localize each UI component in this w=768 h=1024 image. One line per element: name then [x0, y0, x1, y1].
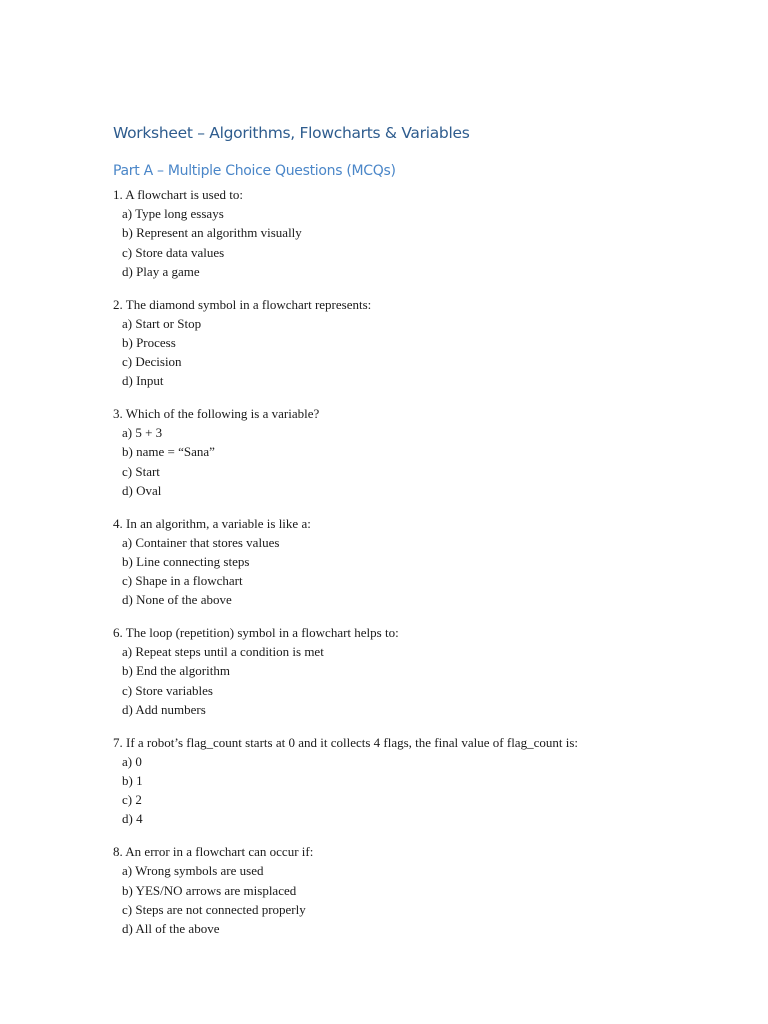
question-4: [113, 514, 733, 610]
option-c: c) Start: [122, 463, 160, 479]
option-b: b) 1: [122, 772, 143, 788]
question-7: [113, 733, 733, 829]
question-text: 7. If a robot’s flag_count starts at 0 and it collects 4 flags, the final value of flag_count is:: [113, 734, 578, 750]
question-2: [113, 295, 733, 391]
option-b: b) Process: [122, 334, 176, 350]
option-d: d) 4: [122, 811, 143, 827]
question-text: 1. A flowchart is used to:: [113, 187, 243, 202]
option-c: c) Decision: [122, 354, 182, 370]
option-a: a) Type long essays: [122, 206, 224, 222]
option-b: b) YES/NO arrows are misplaced: [122, 882, 297, 898]
question-text: 4. In an algorithm, a variable is like a:: [113, 515, 311, 531]
option-a: a) Wrong symbols are used: [122, 863, 264, 879]
option-c: c) 2: [122, 792, 142, 808]
option-b: b) name = “Sana”: [122, 444, 215, 460]
option-d: d) None of the above: [122, 592, 232, 608]
question-text: 2. The diamond symbol in a flowchart represents:: [113, 296, 372, 312]
option-a: a) Container that stores values: [122, 534, 280, 550]
option-a: a) 0: [122, 753, 142, 769]
question-text: 3. Which of the following is a variable?: [113, 406, 320, 422]
option-a: a) Repeat steps until a condition is met: [122, 644, 324, 660]
option-d: d) Oval: [122, 482, 162, 498]
question-text: 6. The loop (repetition) symbol in a flowchart helps to:: [113, 625, 399, 641]
option-c: c) Store variables: [122, 682, 213, 698]
option-d: d) All of the above: [122, 920, 220, 936]
option-b: b) Line connecting steps: [122, 553, 250, 569]
question-list: [113, 185, 733, 952]
option-c: c) Store data values: [122, 244, 225, 260]
option-b: b) Represent an algorithm visually: [122, 225, 302, 241]
part-a-heading: Part A – Multiple Choice Questions (MCQs): [113, 163, 396, 179]
question-6: [113, 623, 733, 719]
option-d: d) Add numbers: [122, 701, 206, 717]
option-c: c) Shape in a flowchart: [122, 573, 243, 589]
option-b: b) End the algorithm: [122, 663, 230, 679]
option-a: a) Start or Stop: [122, 315, 202, 331]
question-3: [113, 404, 733, 500]
option-d: d) Input: [122, 373, 164, 389]
worksheet-title: Worksheet – Algorithms, Flowcharts & Variables: [113, 124, 470, 142]
option-c: c) Steps are not connected properly: [122, 901, 306, 917]
question-text: 8. An error in a flowchart can occur if:: [113, 844, 314, 860]
question-1: [113, 185, 733, 281]
option-a: a) 5 + 3: [122, 425, 163, 441]
option-d: d) Play a game: [122, 263, 200, 279]
question-8: [113, 842, 733, 938]
